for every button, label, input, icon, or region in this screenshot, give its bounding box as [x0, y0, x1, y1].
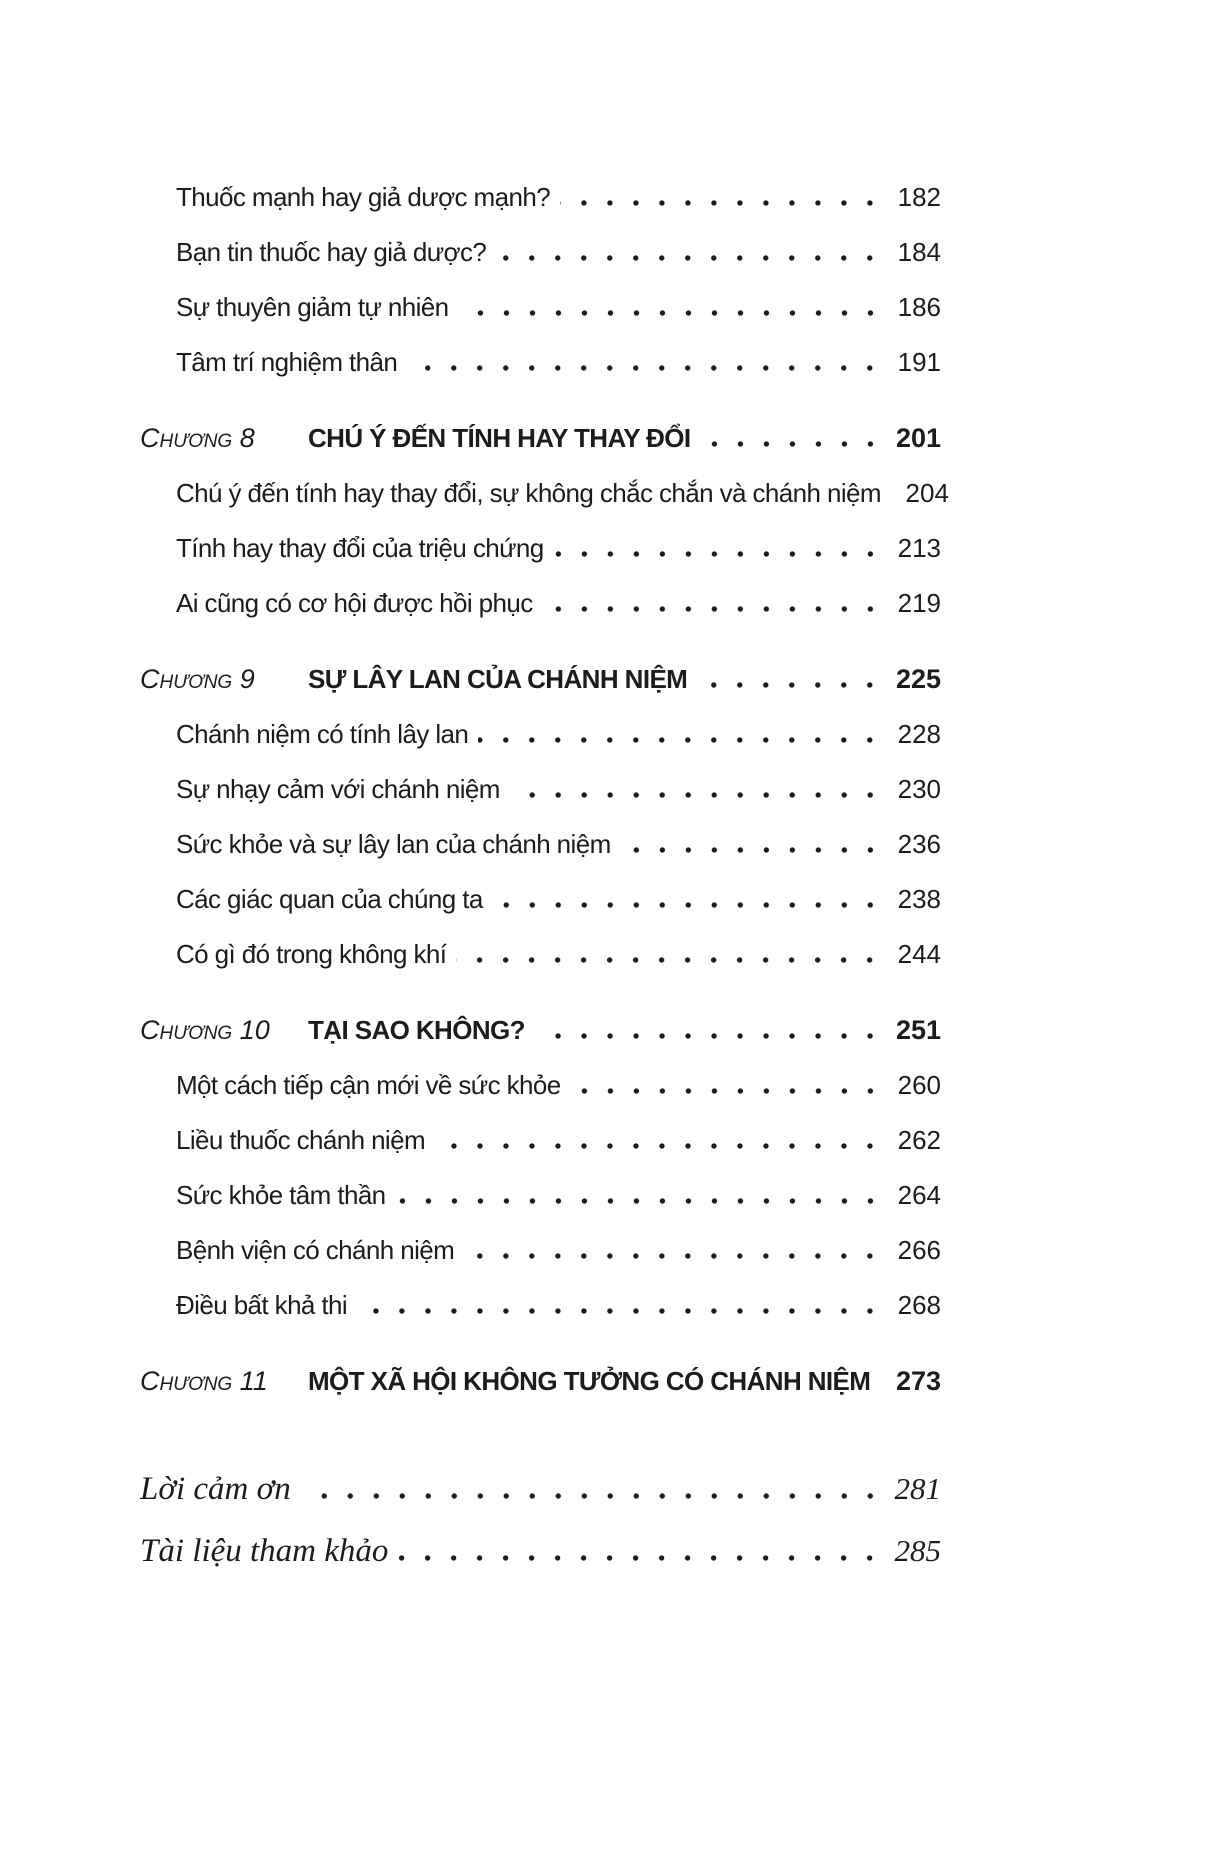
dot-leader: [464, 1253, 883, 1259]
entry-title: Bạn tin thuốc hay giả dược?: [176, 237, 487, 267]
entry-title: Lời cảm ơn: [140, 1471, 291, 1507]
dot-leader: [621, 847, 883, 853]
dot-leader: [396, 1198, 883, 1204]
chapter-title: MỘT XÃ HỘI KHÔNG TƯỞNG CÓ CHÁNH NIỆM: [308, 1366, 871, 1396]
chapter-title: SỰ LÂY LAN CỦA CHÁNH NIỆM: [308, 664, 688, 694]
page-number: 219: [897, 588, 941, 618]
page-number: 236: [897, 829, 941, 859]
page-number: 285: [894, 1533, 941, 1568]
toc-entry-row: [140, 707, 941, 762]
dot-leader: [697, 682, 883, 688]
back-matter-block: [140, 1458, 941, 1582]
entry-title: Sự thuyên giảm tự nhiên: [176, 292, 449, 322]
entry-title: Sức khỏe tâm thần: [176, 1180, 386, 1210]
toc-entry-row: [140, 817, 941, 872]
dot-leader: [407, 365, 883, 371]
page-number: 213: [897, 533, 941, 563]
entry-title: Thuốc mạnh hay giả dược mạnh?: [176, 182, 551, 212]
toc-entry-row: [140, 927, 941, 982]
dot-leader: [510, 792, 883, 798]
chapter-title: CHÚ Ý ĐẾN TÍNH HAY THAY ĐỔI: [308, 423, 691, 453]
toc-entry-row: [140, 576, 941, 631]
toc-entry-row: [140, 225, 941, 280]
page-number: 201: [895, 423, 941, 453]
dot-leader: [357, 1308, 883, 1314]
entry-title: Điều bất khả thi: [176, 1290, 348, 1320]
toc-entry-row: [140, 1058, 941, 1113]
chapter-label: Chương 10: [140, 1015, 270, 1045]
entry-title: Tâm trí nghiệm thân: [176, 347, 398, 377]
entry-title: Chú ý đến tính hay thay đổi, sự không chắc chắn và chánh niệm: [176, 478, 881, 508]
dot-leader: [560, 200, 883, 206]
toc-back-row: [140, 1458, 941, 1520]
page-number: 225: [895, 664, 941, 694]
entry-title: Sự nhạy cảm với chánh niệm: [176, 774, 500, 804]
page-number: 264: [897, 1180, 941, 1210]
chapter-title: TẠI SAO KHÔNG?: [308, 1015, 525, 1045]
dot-leader: [571, 1088, 883, 1094]
entry-title: Tài liệu tham khảo: [140, 1533, 389, 1569]
toc-entry-row: [140, 521, 941, 576]
toc-entry-row: [140, 1278, 941, 1333]
page-number: 273: [895, 1366, 941, 1396]
entry-title: Có gì đó trong không khí: [176, 939, 447, 969]
page-number: 262: [897, 1125, 941, 1155]
toc-chapter-row: [140, 1354, 941, 1409]
chapter-block: [140, 1354, 941, 1409]
toc-entry-row: [140, 280, 941, 335]
page-number: 182: [897, 182, 941, 212]
dot-leader: [496, 255, 883, 261]
page-number: 281: [894, 1471, 941, 1506]
page-number: 268: [897, 1290, 941, 1320]
dot-leader: [543, 606, 883, 612]
page-number: 230: [897, 774, 941, 804]
page-number: 251: [895, 1015, 941, 1045]
toc-back-row: [140, 1520, 941, 1582]
toc-chapter-row: [140, 411, 941, 466]
page-number: 238: [897, 884, 941, 914]
chapter-label: Chương 8: [140, 423, 255, 453]
entry-title: Ai cũng có cơ hội được hồi phục: [176, 588, 533, 618]
toc-entry-row: [140, 1168, 941, 1223]
page-number: 260: [897, 1070, 941, 1100]
chapter-block: [140, 652, 941, 982]
toc-chapter-row: [140, 652, 941, 707]
dot-leader: [493, 902, 883, 908]
entry-title: Bệnh viện có chánh niệm: [176, 1235, 455, 1265]
page-number: 191: [897, 347, 941, 377]
toc-entry-row: [140, 1223, 941, 1278]
toc-entry-row: [140, 335, 941, 390]
dot-leader: [478, 737, 883, 743]
front-entries-block: [140, 170, 941, 390]
entry-title: Liều thuốc chánh niệm: [176, 1125, 426, 1155]
dot-leader: [398, 1555, 883, 1561]
entry-title: Chánh niệm có tính lây lan: [176, 719, 469, 749]
page-number: 204: [905, 478, 949, 508]
toc-entry-row: [140, 170, 941, 225]
toc-chapter-row: [140, 1003, 941, 1058]
toc-entry-row: [140, 466, 949, 521]
chapter-block: [140, 1003, 941, 1333]
entry-title: Một cách tiếp cận mới về sức khỏe: [176, 1070, 561, 1100]
entry-title: Các giác quan của chúng ta: [176, 884, 483, 914]
dot-leader: [701, 441, 883, 447]
dot-leader: [535, 1033, 883, 1039]
toc-entry-row: [140, 872, 941, 927]
page-number: 244: [897, 939, 941, 969]
page-number: 266: [897, 1235, 941, 1265]
page-number: 228: [897, 719, 941, 749]
toc-entry-row: [140, 762, 941, 817]
chapter-block: [140, 411, 949, 631]
toc-entry-row: [140, 1113, 941, 1168]
chapter-label: Chương 9: [140, 664, 255, 694]
dot-leader: [435, 1143, 883, 1149]
entry-title: Tính hay thay đổi của triệu chứng: [176, 533, 544, 563]
page-number: 184: [897, 237, 941, 267]
chapter-label: Chương 11: [140, 1366, 268, 1396]
page-number: 186: [897, 292, 941, 322]
dot-leader: [456, 957, 883, 963]
dot-leader: [459, 310, 883, 316]
dot-leader: [554, 551, 883, 557]
dot-leader: [880, 1384, 883, 1390]
entry-title: Sức khỏe và sự lây lan của chánh niệm: [176, 829, 611, 859]
dot-leader: [301, 1493, 883, 1499]
